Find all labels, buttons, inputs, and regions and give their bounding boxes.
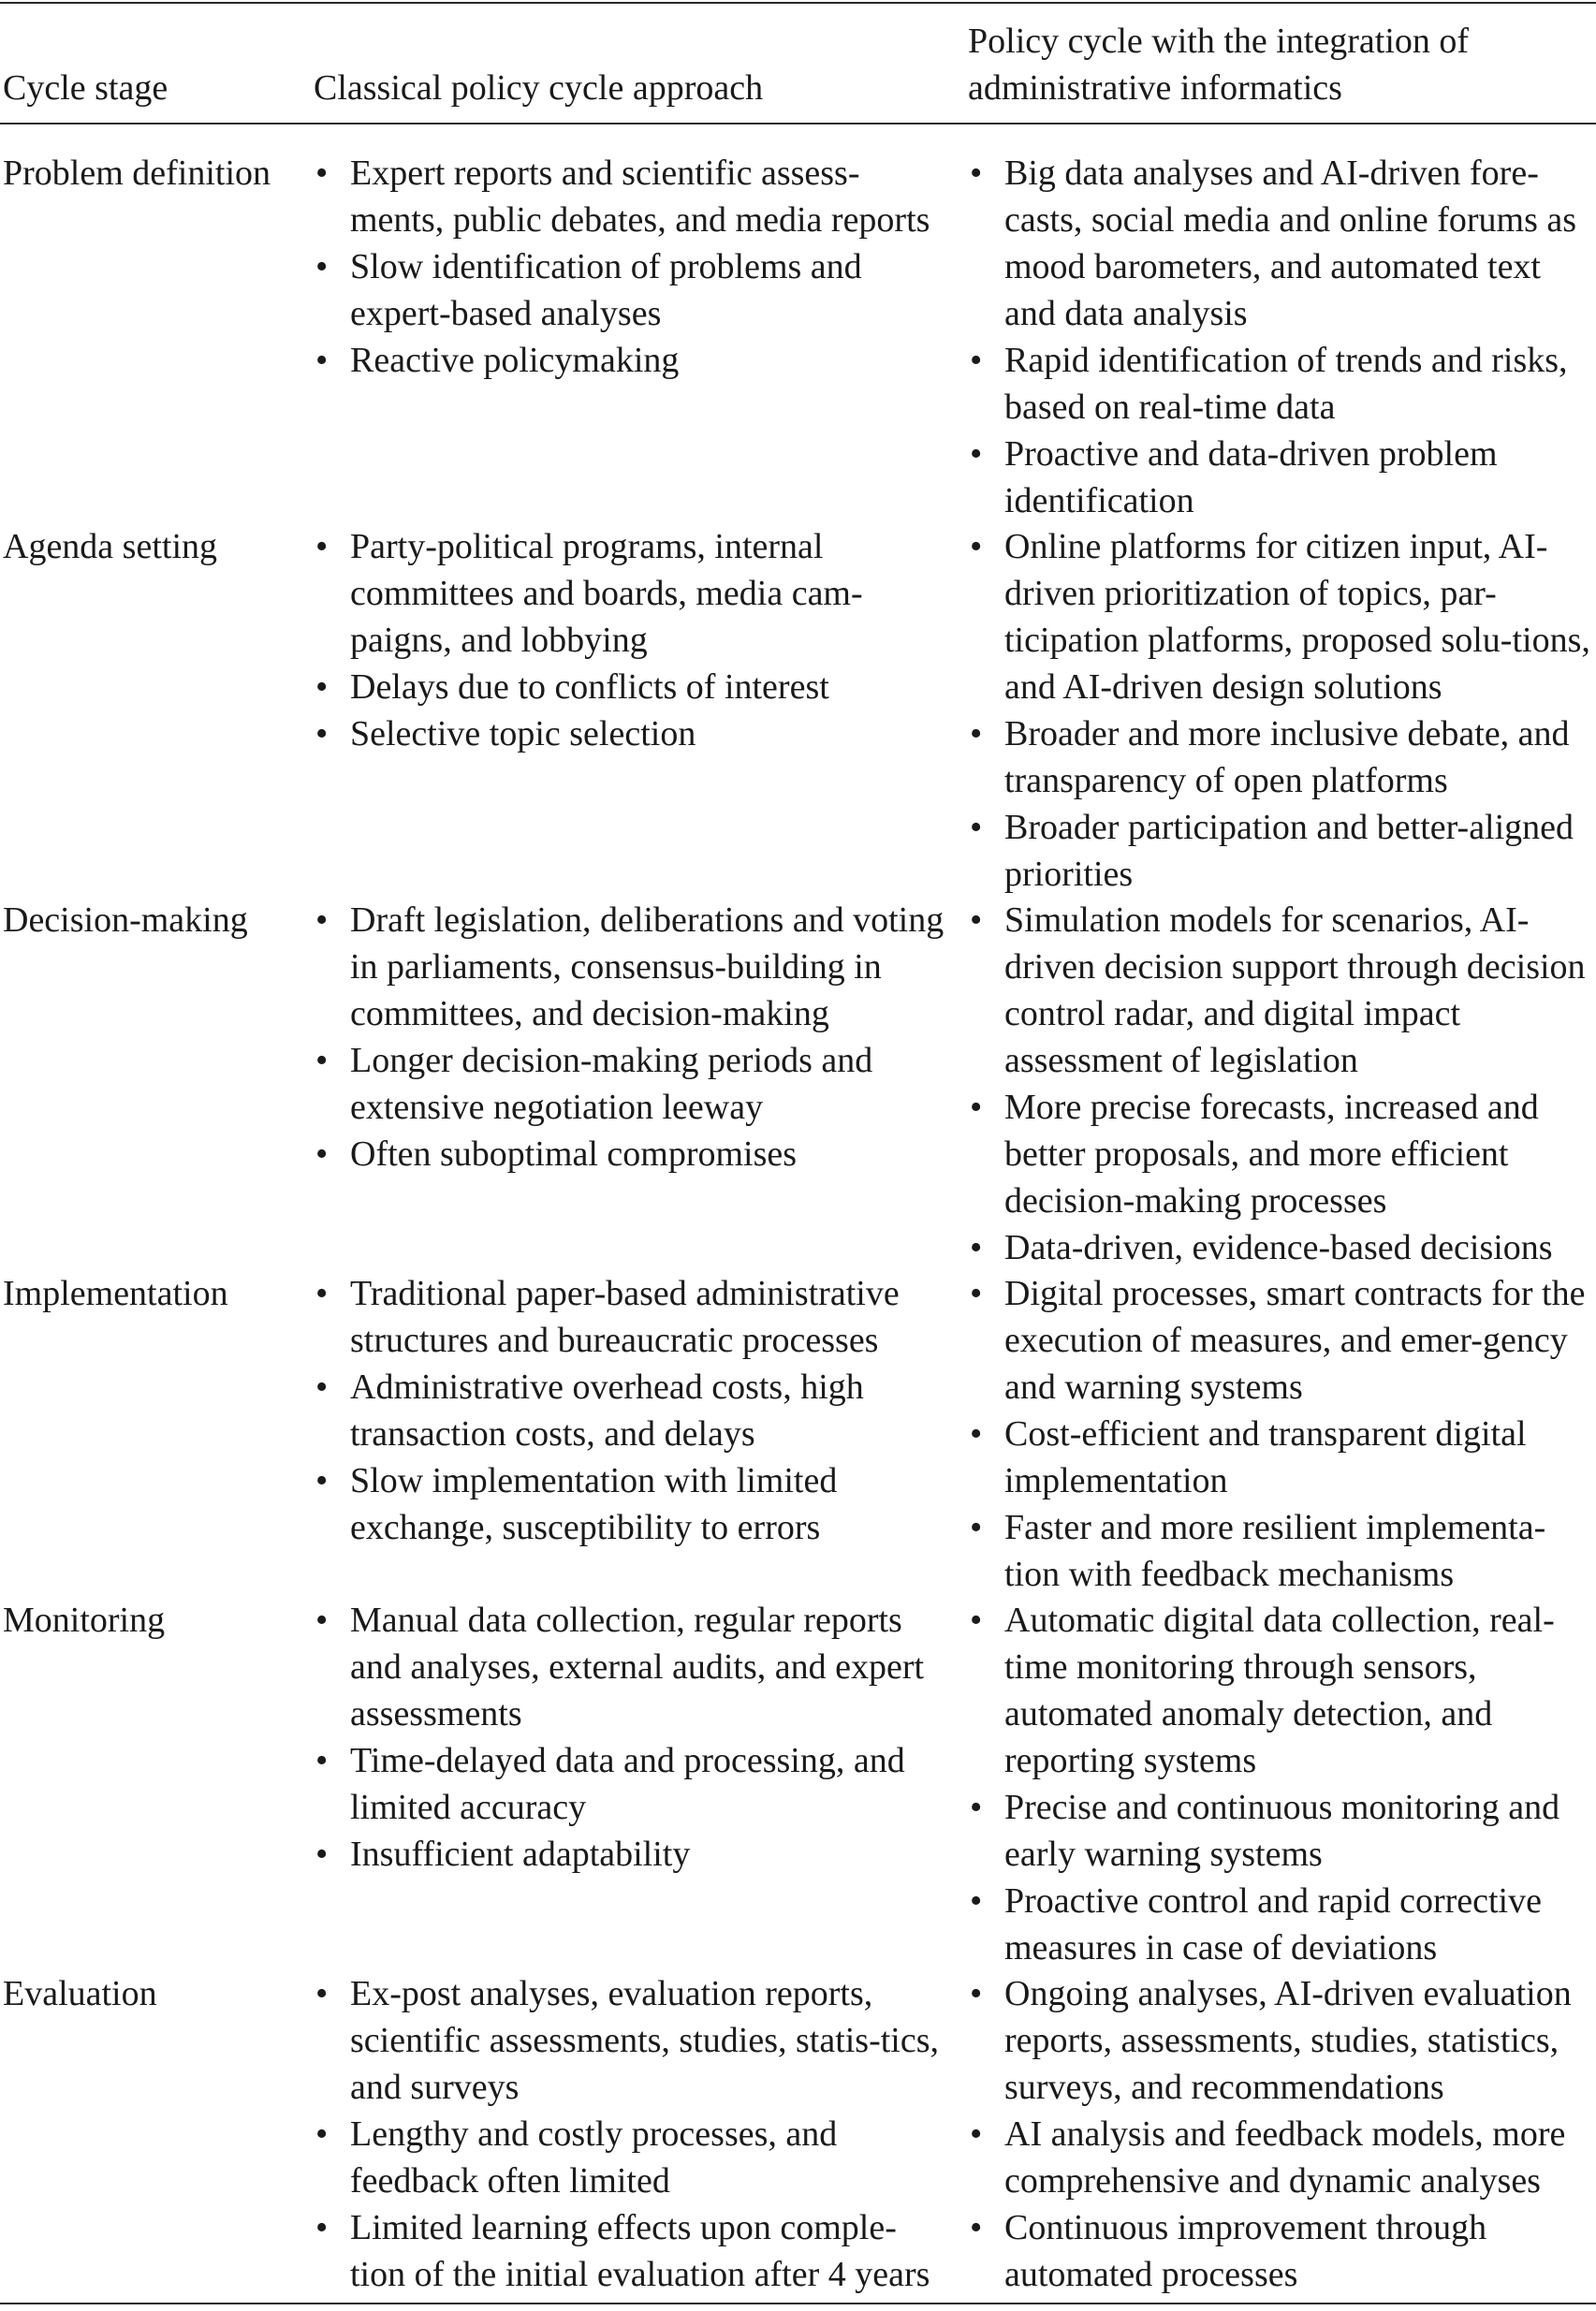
list-item: • Broader and more inclusive debate, and transparency of open platforms [970, 714, 1570, 800]
header-cycle-stage: Cycle stage [3, 68, 168, 108]
list-item: • Party-political programs, internal committees and boards, media cam-paigns, and lobbying [315, 527, 863, 660]
list-item: • Digital processes, smart contracts for the execution of measures, and emer-gency and warning systems [970, 1274, 1586, 1407]
table-header-rule [0, 123, 1596, 124]
header-informatics: Policy cycle with the integration of administrative informatics [968, 22, 1470, 108]
list-item: • Slow implementation with limited exchange, susceptibility to errors [315, 1461, 838, 1547]
list-item: • Precise and continuous monitoring and early warning systems [970, 1788, 1560, 1874]
informatics-cell [968, 897, 1595, 1271]
list-item: • Selective topic selection [315, 714, 696, 753]
classical-cell [314, 1597, 950, 1878]
list-item: • Longer decision-making periods and extensive negotiation leeway [315, 1041, 873, 1127]
list-item: • Reactive policymaking [315, 341, 680, 380]
classical-cell [314, 150, 950, 384]
classical-cell [314, 897, 950, 1177]
list-item: • Proactive and data-driven problem identification [970, 434, 1498, 520]
list-item: • Ongoing analyses, AI-driven evaluation reports, assessments, studies, statistics, surveys, and recommendations [970, 1974, 1572, 2107]
list-item: • Administrative overhead costs, high transaction costs, and delays [315, 1368, 864, 1454]
stage-cell: Agenda setting [3, 527, 218, 566]
list-item: • Automatic digital data collection, real-time monitoring through sensors, automated anomaly detection, and reporting systems [970, 1601, 1555, 1780]
stage-cell: Implementation [3, 1274, 228, 1313]
list-item: • Slow identification of problems and expert-based analyses [315, 247, 862, 333]
list-item: • Often suboptimal compromises [315, 1134, 798, 1174]
list-item: • Insufficient adaptability [315, 1835, 691, 1874]
list-item: • Expert reports and scientific assess-ments, public debates, and media reports [315, 154, 930, 240]
list-item: • Broader participation and better-aligned priorities [970, 808, 1574, 894]
informatics-cell [968, 150, 1595, 524]
informatics-cell [968, 1270, 1595, 1598]
classical-cell [314, 523, 950, 757]
list-item: • Time-delayed data and processing, and limited accuracy [315, 1741, 905, 1827]
list-item: • Cost-efficient and transparent digital implementation [970, 1414, 1527, 1500]
list-item: • Lengthy and costly processes, and feedback often limited [315, 2114, 838, 2201]
list-item: • Data-driven, evidence-based decisions [970, 1228, 1553, 1267]
table-header [0, 2, 1596, 123]
classical-cell [314, 1970, 950, 2298]
list-item: • Limited learning effects upon comple-tion of the initial evaluation after 4 years [315, 2208, 930, 2294]
stage-cell: Decision-making [3, 900, 248, 940]
table-bottom-rule [0, 2303, 1596, 2304]
list-item: • Proactive control and rapid corrective measures in case of deviations [970, 1881, 1542, 1967]
list-item: • Manual data collection, regular reports and analyses, external audits, and expert assessments [315, 1601, 925, 1733]
list-item: • Faster and more resilient implementa-tion with feedback mechanisms [970, 1508, 1546, 1594]
list-item: • Delays due to conflicts of interest [315, 667, 829, 707]
stage-cell: Evaluation [3, 1974, 157, 2013]
list-item: • Online platforms for citizen input, AI-driven prioritization of topics, par-ticipation platforms, proposed solu-tions, and AI-driven design solutions [970, 527, 1590, 707]
informatics-cell [968, 1597, 1595, 1971]
informatics-cell [968, 523, 1595, 898]
list-item: • Traditional paper-based administrative structures and bureaucratic processes [315, 1274, 900, 1360]
list-item: • Draft legislation, deliberations and voting in parliaments, consensus-building in committees, and decision-making [315, 900, 944, 1033]
list-item: • Ex-post analyses, evaluation reports, scientific assessments, studies, statis-tics, and surveys [315, 1974, 940, 2107]
stage-cell: Problem definition [3, 154, 271, 193]
list-item: • Rapid identification of trends and risks, based on real-time data [970, 341, 1568, 427]
classical-cell [314, 1270, 950, 1551]
list-item: • Big data analyses and AI-driven fore-casts, social media and online forums as mood barometers, and automated text and data analysis [970, 154, 1577, 333]
list-item: • AI analysis and feedback models, more comprehensive and dynamic analyses [970, 2114, 1566, 2201]
stage-cell: Monitoring [3, 1601, 166, 1640]
header-classical: Classical policy cycle approach [314, 68, 764, 108]
list-item: • Continuous improvement through automated processes [970, 2208, 1487, 2294]
list-item: • More precise forecasts, increased and better proposals, and more efficient decision-making processes [970, 1088, 1539, 1221]
list-item: • Simulation models for scenarios, AI-driven decision support through decision control radar, and digital impact assessment of legislation [970, 900, 1586, 1080]
informatics-cell [968, 1970, 1595, 2298]
